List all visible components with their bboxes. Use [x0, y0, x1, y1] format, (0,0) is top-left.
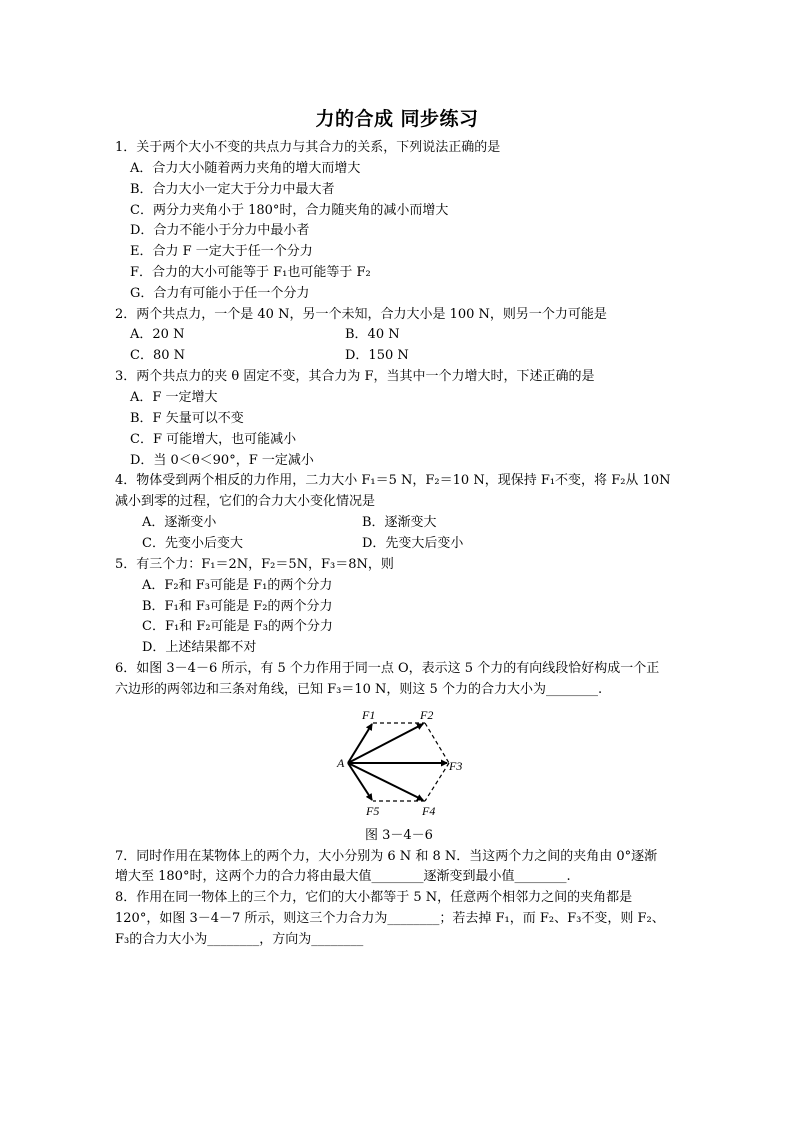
q1-option-d: D．合力不能小于分力中最小者 — [130, 223, 310, 238]
q3-option-d: D．当 0＜θ＜90°，F 一定减小 — [130, 453, 314, 468]
q4-option-a: A．逐渐变小 — [142, 515, 217, 530]
q2-option-a: A．20 N — [130, 327, 185, 342]
q4-stem-line2: 减小到零的过程，它们的合力大小变化情况是 — [115, 494, 376, 509]
q5-option-d: D．上述结果都不对 — [142, 640, 257, 655]
q8-line3: F₃的合力大小为________，方向为________ — [115, 932, 364, 947]
force-label-f4: F4 — [422, 804, 436, 818]
q7-line1: 7．同时作用在某物体上的两个力，大小分别为 6 N 和 8 N．当这两个力之间的夹角由 0°逐渐 — [115, 849, 658, 864]
q2-option-d: D．150 N — [345, 348, 409, 363]
figure-caption: 图 3－4－6 — [365, 828, 433, 843]
q2-option-c: C．80 N — [130, 348, 185, 363]
force-label-f2: F2 — [420, 708, 434, 722]
q6-stem-line1: 6．如图 3－4－6 所示，有 5 个力作用于同一点 O，表示这 5 个力的有向线段恰好构成一个正 — [115, 661, 660, 676]
force-label-f1: F1 — [362, 708, 376, 722]
force-label-f5: F5 — [366, 804, 380, 818]
q1-option-b: B．合力大小一定大于分力中最大者 — [130, 182, 335, 197]
q8-line2: 120°，如图 3－4－7 所示，则这三个力合力为________；若去掉 F₁，而 F₂、F₃不变，则 F₂、 — [115, 911, 665, 926]
page-title: 力的合成 同步练习 — [315, 108, 479, 130]
q6-stem-line2: 六边形的两邻边和三条对角线，已知 F₃＝10 N，则这 5 个力的合力大小为________. — [115, 682, 603, 697]
q3-option-b: B．F 矢量可以不变 — [130, 411, 244, 426]
q1-option-e: E．合力 F 一定大于任一个分力 — [130, 244, 313, 259]
q5-option-c: C．F₁和 F₂可能是 F₃的两个分力 — [142, 619, 333, 634]
q3-option-a: A．F 一定增大 — [130, 390, 218, 405]
q1-option-c: C．两分力夹角小于 180°时，合力随夹角的减小而增大 — [130, 203, 449, 218]
q2-option-b: B．40 N — [345, 327, 400, 342]
q3-option-c: C．F 可能增大，也可能减小 — [130, 432, 297, 447]
point-label-a: A — [337, 756, 345, 770]
q3-stem: 3．两个共点力的夹 θ 固定不变，其合力为 F，当其中一个力增大时，下述正确的是 — [115, 369, 595, 384]
q4-option-c: C．先变小后变大 — [142, 536, 243, 551]
q8-line1: 8．作用在同一物体上的三个力，它们的大小都等于 5 N，任意两个相邻力之间的夹角都是 — [115, 890, 633, 905]
q4-option-b: B．逐渐变大 — [362, 515, 437, 530]
hexagon-force-figure — [334, 703, 470, 821]
q4-option-d: D．先变大后变小 — [362, 536, 464, 551]
q2-stem: 2．两个共点力，一个是 40 N，另一个未知，合力大小是 100 N，则另一个力可能是 — [115, 307, 607, 322]
force-label-f3: F3 — [449, 759, 463, 773]
q1-stem: 1．关于两个大小不变的共点力与其合力的关系，下列说法正确的是 — [115, 140, 501, 155]
q5-option-b: B．F₁和 F₃可能是 F₂的两个分力 — [142, 599, 333, 614]
q1-option-g: G．合力有可能小于任一个分力 — [130, 286, 310, 301]
q1-option-a: A．合力大小随着两力夹角的增大而增大 — [130, 161, 361, 176]
q5-stem: 5．有三个力：F₁＝2N，F₂＝5N，F₃＝8N，则 — [115, 557, 394, 572]
q1-option-f: F．合力的大小可能等于 F₁也可能等于 F₂ — [130, 265, 371, 280]
q5-option-a: A．F₂和 F₃可能是 F₁的两个分力 — [142, 578, 333, 593]
q4-stem-line1: 4．物体受到两个相反的力作用，二力大小 F₁＝5 N，F₂＝10 N，现保持 F₁不变，将 F₂从 10N — [115, 473, 671, 488]
q7-line2: 增大至 180°时，这两个力的合力将由最大值________逐渐变到最小值________. — [115, 869, 571, 884]
